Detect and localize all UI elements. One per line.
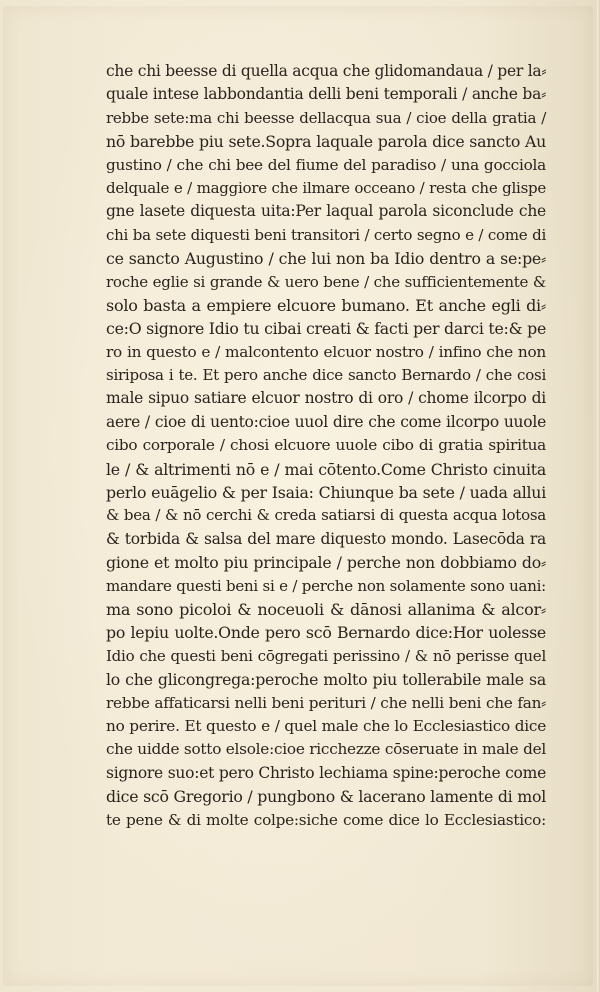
text-line: delquale e / maggiore che ilmare occeano / resta che glispe — [106, 178, 546, 197]
text-line: gustino / che chi bee del fiume del paradiso / una gocciola — [106, 155, 546, 174]
text-line: male sipuo satiare elcuor nostro di oro / chome ilcorpo di — [106, 389, 546, 408]
text-line: ce:O signore Idio tu cibai creati & facti per darci te:& pe — [106, 319, 547, 339]
text-line: ma sono picoloi & noceuoli & dānosi allanima & alcor⸗ — [106, 599, 546, 619]
text-line: le / & altrimenti nō e / mai cōtento.Come Christo cinuita — [106, 459, 546, 479]
text-line: ce sancto Augustino / che lui non ba Idio dentro a se:pe⸗ — [106, 249, 546, 269]
text-line: siriposa i te. Et pero anche dice sancto Bernardo / che cosi — [106, 366, 546, 385]
text-line: aere / cioe di uento:cioe uuol dire che come ilcorpo uuole — [106, 412, 546, 431]
text-line: po lepiu uolte.Onde pero scō Bernardo dice:Hor uolesse — [106, 623, 546, 643]
text-line: roche eglie si grande & uero bene / che sufficientemente & — [106, 272, 546, 291]
text-line: gne lasete diquesta uita:Per laqual parola siconclude che — [106, 202, 546, 221]
text-line: rebbe sete:ma chi beesse dellacqua sua / cioe della gratia / — [106, 108, 546, 127]
text-line: nō barebbe piu sete.Sopra laquale parola dice sancto Au — [106, 132, 546, 152]
text-line: cibo corporale / chosi elcuore uuole cibo di gratia spiritua — [106, 436, 546, 455]
text-line: che chi beesse di quella acqua che glidomandaua / per la⸗ — [106, 62, 547, 80]
text-line: signore suo:et pero Christo lechiama spine:peroche come — [106, 763, 546, 782]
text-line: gione et molto piu principale / perche non dobbiamo do⸗ — [106, 553, 546, 573]
text-line: lo che glicongrega:peroche molto piu tollerabile male sa — [106, 670, 546, 690]
text-line: solo basta a empiere elcuore bumano. Et anche egli di⸗ — [106, 295, 546, 315]
text-line: che uidde sotto elsole:cioe ricchezze cōseruate in male del — [106, 740, 546, 759]
text-block — [106, 60, 546, 832]
text-line: ro in questo e / malcontento elcuor nostro / infino che non — [106, 342, 546, 361]
text-line: Idio che questi beni cōgregati perissino / & nō perisse quel — [106, 646, 546, 665]
text-line: & torbida & salsa del mare diquesto mondo. Lasecōda ra — [106, 529, 546, 548]
text-line: dice scō Gregorio / pungbono & lacerano lamente di mol — [106, 787, 546, 807]
text-line: rebbe affaticarsi nelli beni perituri / che nelli beni che fan⸗ — [106, 693, 546, 712]
text-line: mandare questi beni si e / perche non solamente sono uani: — [106, 576, 546, 595]
text-line: te pene & di molte colpe:siche come dice lo Ecclesiastico: — [106, 810, 546, 829]
text-line: no perire. Et questo e / quel male che lo Ecclesiastico dice — [106, 716, 546, 735]
text-line: chi ba sete diquesti beni transitori / certo segno e / come di — [106, 225, 546, 244]
text-line: quale intese labbondantia delli beni temporali / anche ba⸗ — [106, 85, 546, 104]
text-line: perlo euāgelio & per Isaia: Chiunque ba sete / uada allui — [106, 483, 546, 503]
text-line: & bea / & nō cerchi & creda satiarsi di questa acqua lotosa — [106, 506, 546, 525]
